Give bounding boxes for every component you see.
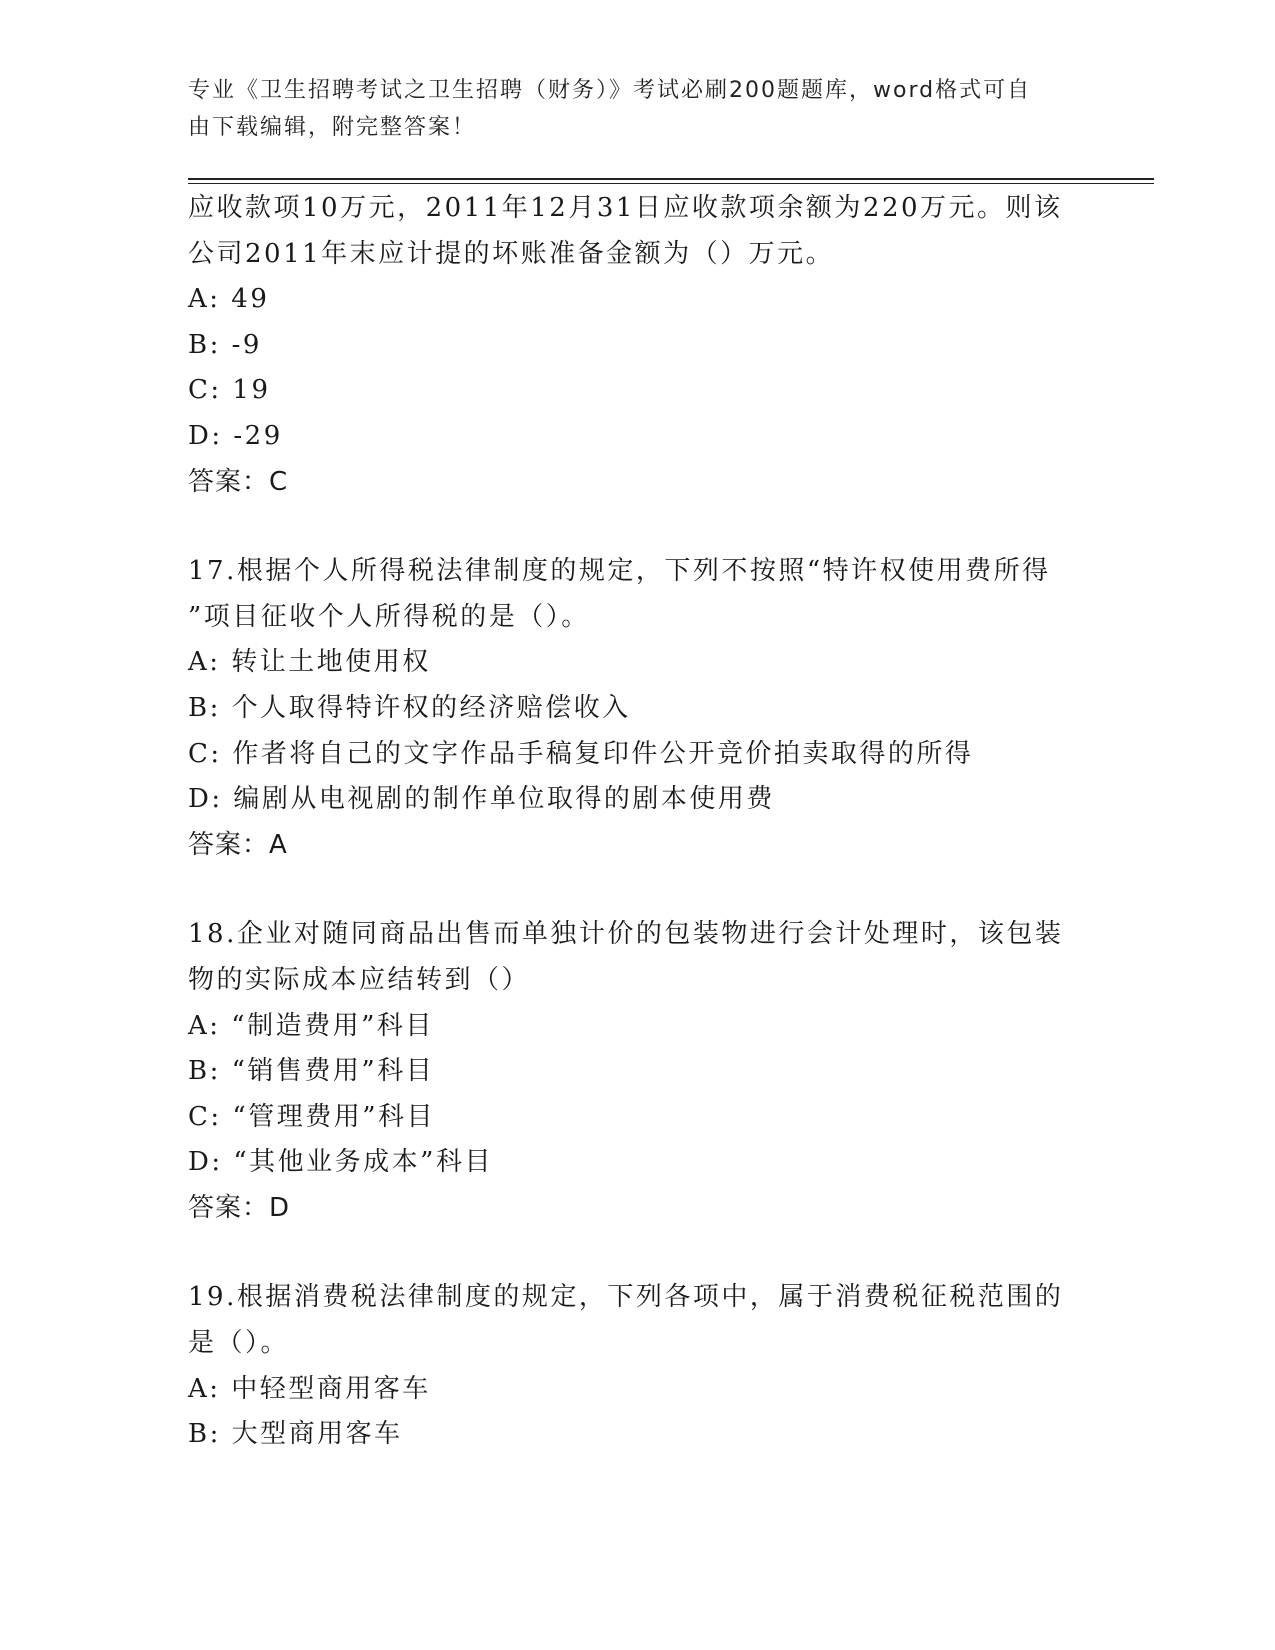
question-stem: 19.根据消费税法律制度的规定，下列各项中，属于消费税征税范围的 [188, 1282, 1064, 1313]
option-c: C: “管理费用”科目 [188, 1101, 436, 1132]
answer-line: 答案：C [188, 466, 289, 497]
answer-line: 答案：A [188, 829, 288, 860]
spacer [188, 1231, 1088, 1275]
header-rule-thick [188, 178, 1154, 180]
option-a: A: 中轻型商用客车 [188, 1373, 431, 1404]
option-d: D: 编剧从电视剧的制作单位取得的剧本使用费 [188, 784, 775, 815]
option-c: C: 作者将自己的文字作品手稿复印件公开竞价拍卖取得的所得 [188, 738, 974, 769]
header-line-2: 由下载编辑，附完整答案！ [188, 115, 477, 140]
question-stem: 物的实际成本应结转到（） [188, 964, 531, 995]
option-b: B: 个人取得特许权的经济赔偿收入 [188, 692, 631, 723]
question-16 [188, 186, 1088, 505]
document-body [188, 186, 1088, 1458]
option-d: D: -29 [188, 420, 283, 451]
question-stem: ”项目征收个人所得税的是（）。 [188, 601, 590, 632]
option-b: B: -9 [188, 329, 262, 360]
option-b: B: “销售费用”科目 [188, 1056, 435, 1087]
question-18 [188, 912, 1088, 1231]
option-a: A: 转让土地使用权 [188, 647, 431, 678]
question-stem: 17.根据个人所得税法律制度的规定，下列不按照“特许权使用费所得 [188, 556, 1051, 587]
document-header [188, 72, 1068, 146]
question-stem: 是（）。 [188, 1328, 290, 1359]
option-c: C: 19 [188, 375, 271, 406]
question-stem: 应收款项10万元，2011年12月31日应收款项余额为220万元。则该 [188, 193, 1063, 223]
question-stem: 公司2011年末应计提的坏账准备金额为（）万元。 [188, 238, 835, 269]
question-17 [188, 549, 1088, 868]
header-line-1: 专业《卫生招聘考试之卫生招聘（财务）》考试必刷200题题库，word格式可自 [188, 78, 1032, 103]
question-19 [188, 1275, 1088, 1457]
option-d: D: “其他业务成本”科目 [188, 1147, 493, 1178]
spacer [188, 505, 1088, 549]
answer-line: 答案：D [188, 1192, 291, 1223]
header-rule-thin [188, 183, 1154, 184]
option-a: A: 49 [188, 284, 270, 315]
spacer [188, 868, 1088, 912]
question-stem: 18.企业对随同商品出售而单独计价的包装物进行会计处理时，该包装 [188, 919, 1064, 950]
option-a: A: “制造费用”科目 [188, 1010, 434, 1041]
option-b: B: 大型商用客车 [188, 1419, 403, 1450]
